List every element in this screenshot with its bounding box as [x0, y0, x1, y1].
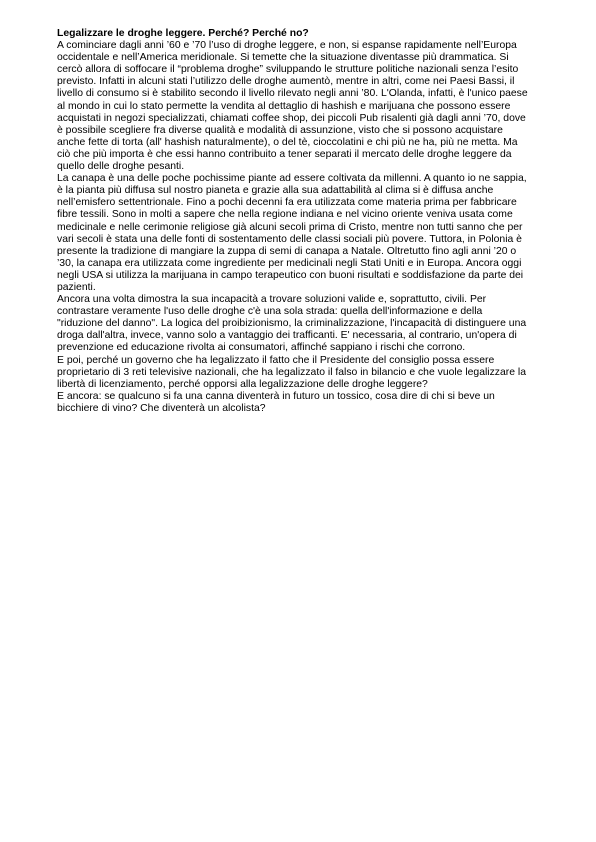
- document-title: Legalizzare le droghe leggere. Perché? Perché no?: [57, 28, 309, 39]
- paragraph-prohibition: Ancora una volta dimostra la sua incapacità a trovare soluzioni valide e, soprattutto, civili. Per contrastare veramente l'uso delle droghe c'è una sola strada: quella dell'informazione e della "riduzione del danno". La logica del proibizionismo, la criminalizzazione, l'incapacità di distinguere una droga dall'altra, invece, vanno solo a vantaggio dei trafficanti. E' necessaria, al contrario, un'opera di prevenzione ed educazione rivolta ai consumatori, affinché sappiano i rischi che corrono.: [57, 294, 527, 354]
- paragraph-government: E poi, perché un governo che ha legalizzato il fatto che il Presidente del consiglio possa essere proprietario di 3 reti televisive nazionali, che ha legalizzato il falso in bilancio e che vuole legalizzare la libertà di licenziamento, perché opporsi alla legalizzazione delle droghe leggere?: [57, 354, 526, 390]
- paragraph-origins: A cominciare dagli anni ’60 e ’70 l’uso di droghe leggere, e non, si espanse rapidamente nell’Europa occidentale e nell’America meridionale. Si temette che la situazione diventasse più drammatica. Si cercò allora di soffocare il “problema droghe” sviluppando le strutture politiche nazionali senza l’esito previsto. Infatti in alcuni stati l’utilizzo delle droghe aumentò, mentre in altri, come nei Paesi Bassi, il livello di consumo si è stabilito secondo il livello rilevato negli anni ’80. L'Olanda, infatti, è l'unico paese al mondo in cui lo stato permette la vendita al dettaglio di hashish e marijuana che possono essere acquistati in negozi specializzati, chiamati coffee shop, dei piccoli Pub risalenti già dagli anni ’70, dove è possibile scegliere fra diverse qualità e modalità di assunzione, visto che si possono acquistare anche fette di torta (all' hashish naturalmente), o del tè, cioccolatini e chi più ne ha, più ne metta. Ma ciò che più importa è che essi hanno contribuito a tener separati il mercato delle droghe leggere da quello delle droghe pesanti.: [57, 40, 528, 173]
- document-body: [57, 28, 529, 415]
- paragraph-conclusion: E ancora: se qualcuno si fa una canna diventerà in futuro un tossico, cosa dire di chi si beve un bicchiere di vino? Che diventerà un alcolista?: [57, 390, 495, 414]
- paragraph-hemp-history: La canapa è una delle poche pochissime piante ad essere coltivata da millenni. A quanto io ne sappia, è la pianta più diffusa sul nostro pianeta e grazie alla sua adattabilità al clima si è diffusa anche nell’emisfero settentrionale. Fino a pochi decenni fa era utilizzata come materia prima per fabbricare fibre tessili. Sono in molti a sapere che nella regione indiana e nel vicino oriente veniva usata come medicinale e nelle cerimonie religiose già alcuni secoli prima di Cristo, mentre non tutti sanno che per vari secoli è stata una delle fonti di sostentamento delle classi sociali più povere. Tuttora, in Polonia è presente la tradizione di mangiare la zuppa di semi di canapa a Natale. Oltretutto fino agli anni ’20 o ’30, la canapa era utilizzata come ingrediente per medicinali negli Stati Uniti e in Europa. Ancora oggi negli USA si utilizza la marijuana in campo terapeutico con buoni risultati e soddisfazione da parte dei pazienti.: [57, 173, 527, 293]
